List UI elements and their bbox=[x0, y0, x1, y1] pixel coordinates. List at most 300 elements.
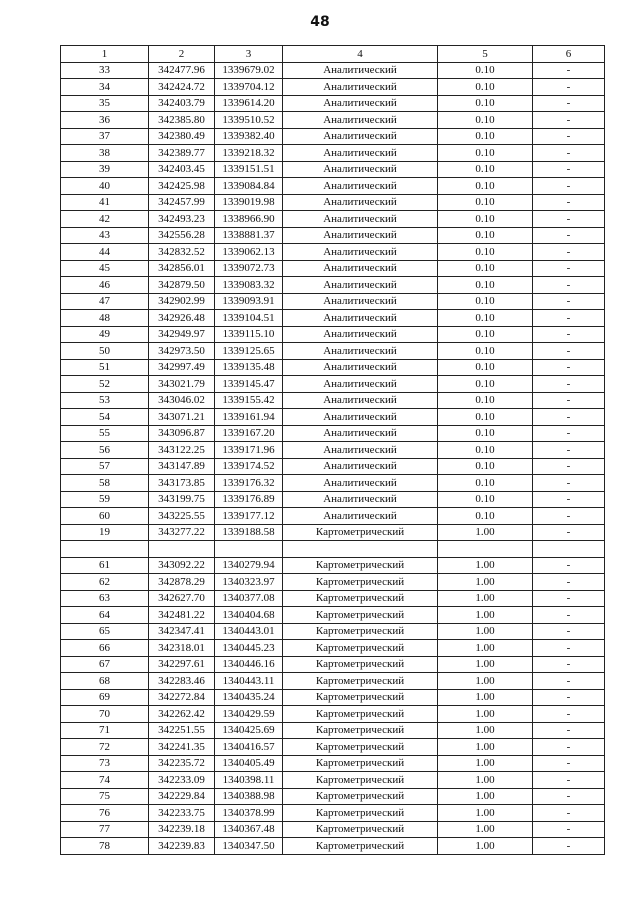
point-number-cell: 48 bbox=[61, 310, 149, 327]
point-number-cell: 37 bbox=[61, 128, 149, 145]
method-cell: Аналитический bbox=[283, 244, 438, 261]
x-coordinate-cell: 342481.22 bbox=[149, 607, 215, 624]
x-coordinate-cell: 343225.55 bbox=[149, 508, 215, 525]
accuracy-cell: 1.00 bbox=[438, 574, 533, 591]
accuracy-cell: 1.00 bbox=[438, 607, 533, 624]
table-row bbox=[61, 491, 605, 508]
method-cell: Картометрический bbox=[283, 673, 438, 690]
method-cell: Картометрический bbox=[283, 838, 438, 855]
point-number-cell: 59 bbox=[61, 491, 149, 508]
method-cell: Аналитический bbox=[283, 475, 438, 492]
note-cell: - bbox=[533, 112, 605, 129]
note-cell: - bbox=[533, 161, 605, 178]
accuracy-cell: 0.10 bbox=[438, 194, 533, 211]
point-number-cell: 73 bbox=[61, 755, 149, 772]
y-coordinate-cell: 1339679.02 bbox=[215, 62, 283, 79]
column-header-1: 1 bbox=[61, 46, 149, 63]
point-number-cell: 64 bbox=[61, 607, 149, 624]
x-coordinate-cell: 342997.49 bbox=[149, 359, 215, 376]
x-coordinate-cell: 342949.97 bbox=[149, 326, 215, 343]
point-number-cell: 56 bbox=[61, 442, 149, 459]
point-number-cell: 66 bbox=[61, 640, 149, 657]
note-cell: - bbox=[533, 62, 605, 79]
method-cell: Картометрический bbox=[283, 788, 438, 805]
accuracy-cell: 1.00 bbox=[438, 805, 533, 822]
note-cell: - bbox=[533, 376, 605, 393]
accuracy-cell: 0.10 bbox=[438, 475, 533, 492]
table-row bbox=[61, 310, 605, 327]
note-cell: - bbox=[533, 640, 605, 657]
method-cell: Картометрический bbox=[283, 623, 438, 640]
note-cell: - bbox=[533, 491, 605, 508]
y-coordinate-cell: 1339510.52 bbox=[215, 112, 283, 129]
x-coordinate-cell: 342878.29 bbox=[149, 574, 215, 591]
point-number-cell: 75 bbox=[61, 788, 149, 805]
table-row bbox=[61, 161, 605, 178]
accuracy-cell: 0.10 bbox=[438, 62, 533, 79]
point-number-cell: 34 bbox=[61, 79, 149, 96]
point-number-cell: 45 bbox=[61, 260, 149, 277]
note-cell: - bbox=[533, 805, 605, 822]
note-cell: - bbox=[533, 227, 605, 244]
point-number-cell: 38 bbox=[61, 145, 149, 162]
y-coordinate-cell: 1339174.52 bbox=[215, 458, 283, 475]
accuracy-cell: 1.00 bbox=[438, 524, 533, 541]
point-number-cell: 49 bbox=[61, 326, 149, 343]
table-row bbox=[61, 821, 605, 838]
x-coordinate-cell: 342233.75 bbox=[149, 805, 215, 822]
table-row bbox=[61, 755, 605, 772]
point-number-cell: 68 bbox=[61, 673, 149, 690]
note-cell: - bbox=[533, 343, 605, 360]
method-cell: Аналитический bbox=[283, 508, 438, 525]
method-cell: Аналитический bbox=[283, 227, 438, 244]
table-row bbox=[61, 194, 605, 211]
point-number-cell: 78 bbox=[61, 838, 149, 855]
table-row bbox=[61, 623, 605, 640]
method-cell: Аналитический bbox=[283, 62, 438, 79]
accuracy-cell: 0.10 bbox=[438, 376, 533, 393]
y-coordinate-cell bbox=[215, 541, 283, 558]
point-number-cell: 36 bbox=[61, 112, 149, 129]
table-row bbox=[61, 458, 605, 475]
method-cell: Аналитический bbox=[283, 194, 438, 211]
accuracy-cell: 0.10 bbox=[438, 178, 533, 195]
point-number-cell: 72 bbox=[61, 739, 149, 756]
method-cell: Аналитический bbox=[283, 458, 438, 475]
note-cell: - bbox=[533, 310, 605, 327]
method-cell: Аналитический bbox=[283, 326, 438, 343]
method-cell: Аналитический bbox=[283, 425, 438, 442]
accuracy-cell: 0.10 bbox=[438, 79, 533, 96]
accuracy-cell: 1.00 bbox=[438, 755, 533, 772]
point-number-cell: 46 bbox=[61, 277, 149, 294]
method-cell: Аналитический bbox=[283, 161, 438, 178]
note-cell: - bbox=[533, 95, 605, 112]
point-number-cell: 65 bbox=[61, 623, 149, 640]
y-coordinate-cell: 1340378.99 bbox=[215, 805, 283, 822]
point-number-cell: 47 bbox=[61, 293, 149, 310]
table-row bbox=[61, 673, 605, 690]
note-cell: - bbox=[533, 425, 605, 442]
table-row bbox=[61, 557, 605, 574]
table-row bbox=[61, 359, 605, 376]
x-coordinate-cell: 343277.22 bbox=[149, 524, 215, 541]
y-coordinate-cell: 1340425.69 bbox=[215, 722, 283, 739]
method-cell: Аналитический bbox=[283, 376, 438, 393]
note-cell: - bbox=[533, 755, 605, 772]
table-row bbox=[61, 260, 605, 277]
note-cell: - bbox=[533, 458, 605, 475]
accuracy-cell bbox=[438, 541, 533, 558]
x-coordinate-cell: 342389.77 bbox=[149, 145, 215, 162]
x-coordinate-cell: 342493.23 bbox=[149, 211, 215, 228]
x-coordinate-cell: 343122.25 bbox=[149, 442, 215, 459]
note-cell: - bbox=[533, 260, 605, 277]
note-cell: - bbox=[533, 508, 605, 525]
x-coordinate-cell: 342318.01 bbox=[149, 640, 215, 657]
y-coordinate-cell: 1339176.89 bbox=[215, 491, 283, 508]
table-row bbox=[61, 524, 605, 541]
y-coordinate-cell: 1339177.12 bbox=[215, 508, 283, 525]
note-cell: - bbox=[533, 211, 605, 228]
point-number-cell: 61 bbox=[61, 557, 149, 574]
method-cell: Картометрический bbox=[283, 557, 438, 574]
note-cell: - bbox=[533, 722, 605, 739]
table-row bbox=[61, 772, 605, 789]
x-coordinate-cell: 342425.98 bbox=[149, 178, 215, 195]
x-coordinate-cell: 343046.02 bbox=[149, 392, 215, 409]
note-cell: - bbox=[533, 788, 605, 805]
method-cell: Картометрический bbox=[283, 722, 438, 739]
point-number-cell: 62 bbox=[61, 574, 149, 591]
note-cell: - bbox=[533, 673, 605, 690]
point-number-cell: 77 bbox=[61, 821, 149, 838]
accuracy-cell: 0.10 bbox=[438, 211, 533, 228]
x-coordinate-cell: 342385.80 bbox=[149, 112, 215, 129]
y-coordinate-cell: 1339062.13 bbox=[215, 244, 283, 261]
table-row bbox=[61, 145, 605, 162]
table-row bbox=[61, 62, 605, 79]
note-cell: - bbox=[533, 244, 605, 261]
y-coordinate-cell: 1338881.37 bbox=[215, 227, 283, 244]
x-coordinate-cell: 342229.84 bbox=[149, 788, 215, 805]
table-header-row bbox=[61, 46, 605, 63]
method-cell: Аналитический bbox=[283, 343, 438, 360]
x-coordinate-cell: 342241.35 bbox=[149, 739, 215, 756]
accuracy-cell: 0.10 bbox=[438, 310, 533, 327]
y-coordinate-cell: 1340279.94 bbox=[215, 557, 283, 574]
table-row bbox=[61, 442, 605, 459]
method-cell: Картометрический bbox=[283, 755, 438, 772]
accuracy-cell: 1.00 bbox=[438, 673, 533, 690]
method-cell: Картометрический bbox=[283, 574, 438, 591]
point-number-cell: 52 bbox=[61, 376, 149, 393]
table-row bbox=[61, 376, 605, 393]
note-cell: - bbox=[533, 706, 605, 723]
y-coordinate-cell: 1340404.68 bbox=[215, 607, 283, 624]
accuracy-cell: 0.10 bbox=[438, 326, 533, 343]
x-coordinate-cell: 342424.72 bbox=[149, 79, 215, 96]
accuracy-cell: 0.10 bbox=[438, 458, 533, 475]
y-coordinate-cell: 1339093.91 bbox=[215, 293, 283, 310]
point-number-cell: 74 bbox=[61, 772, 149, 789]
note-cell bbox=[533, 541, 605, 558]
x-coordinate-cell: 343021.79 bbox=[149, 376, 215, 393]
table-row bbox=[61, 689, 605, 706]
method-cell: Аналитический bbox=[283, 409, 438, 426]
table-row bbox=[61, 95, 605, 112]
note-cell: - bbox=[533, 656, 605, 673]
table-row bbox=[61, 326, 605, 343]
method-cell: Картометрический bbox=[283, 739, 438, 756]
accuracy-cell: 0.10 bbox=[438, 277, 533, 294]
accuracy-cell: 0.10 bbox=[438, 491, 533, 508]
y-coordinate-cell: 1338966.90 bbox=[215, 211, 283, 228]
x-coordinate-cell: 342235.72 bbox=[149, 755, 215, 772]
y-coordinate-cell: 1340367.48 bbox=[215, 821, 283, 838]
x-coordinate-cell: 342832.52 bbox=[149, 244, 215, 261]
accuracy-cell: 0.10 bbox=[438, 359, 533, 376]
table-row bbox=[61, 541, 605, 558]
table-row bbox=[61, 590, 605, 607]
method-cell: Аналитический bbox=[283, 310, 438, 327]
point-number-cell bbox=[61, 541, 149, 558]
method-cell: Аналитический bbox=[283, 112, 438, 129]
note-cell: - bbox=[533, 623, 605, 640]
coordinates-table bbox=[60, 45, 605, 855]
y-coordinate-cell: 1339218.32 bbox=[215, 145, 283, 162]
point-number-cell: 60 bbox=[61, 508, 149, 525]
note-cell: - bbox=[533, 821, 605, 838]
note-cell: - bbox=[533, 277, 605, 294]
table-row bbox=[61, 838, 605, 855]
y-coordinate-cell: 1340416.57 bbox=[215, 739, 283, 756]
accuracy-cell: 1.00 bbox=[438, 772, 533, 789]
table-row bbox=[61, 788, 605, 805]
y-coordinate-cell: 1340435.24 bbox=[215, 689, 283, 706]
x-coordinate-cell: 342856.01 bbox=[149, 260, 215, 277]
x-coordinate-cell: 342239.18 bbox=[149, 821, 215, 838]
point-number-cell: 76 bbox=[61, 805, 149, 822]
x-coordinate-cell: 343071.21 bbox=[149, 409, 215, 426]
note-cell: - bbox=[533, 79, 605, 96]
method-cell: Аналитический bbox=[283, 442, 438, 459]
note-cell: - bbox=[533, 607, 605, 624]
note-cell: - bbox=[533, 194, 605, 211]
x-coordinate-cell: 342973.50 bbox=[149, 343, 215, 360]
point-number-cell: 70 bbox=[61, 706, 149, 723]
x-coordinate-cell: 342879.50 bbox=[149, 277, 215, 294]
accuracy-cell: 0.10 bbox=[438, 128, 533, 145]
note-cell: - bbox=[533, 772, 605, 789]
table-row bbox=[61, 277, 605, 294]
table-row bbox=[61, 607, 605, 624]
note-cell: - bbox=[533, 590, 605, 607]
y-coordinate-cell: 1339614.20 bbox=[215, 95, 283, 112]
y-coordinate-cell: 1339083.32 bbox=[215, 277, 283, 294]
accuracy-cell: 0.10 bbox=[438, 145, 533, 162]
x-coordinate-cell: 342262.42 bbox=[149, 706, 215, 723]
table-row bbox=[61, 475, 605, 492]
table-row bbox=[61, 425, 605, 442]
x-coordinate-cell: 342403.79 bbox=[149, 95, 215, 112]
note-cell: - bbox=[533, 293, 605, 310]
point-number-cell: 58 bbox=[61, 475, 149, 492]
x-coordinate-cell: 342283.46 bbox=[149, 673, 215, 690]
x-coordinate-cell: 342477.96 bbox=[149, 62, 215, 79]
point-number-cell: 57 bbox=[61, 458, 149, 475]
table-row bbox=[61, 722, 605, 739]
method-cell: Аналитический bbox=[283, 79, 438, 96]
point-number-cell: 55 bbox=[61, 425, 149, 442]
point-number-cell: 44 bbox=[61, 244, 149, 261]
y-coordinate-cell: 1340377.08 bbox=[215, 590, 283, 607]
y-coordinate-cell: 1339176.32 bbox=[215, 475, 283, 492]
table-row bbox=[61, 293, 605, 310]
method-cell: Аналитический bbox=[283, 392, 438, 409]
y-coordinate-cell: 1340388.98 bbox=[215, 788, 283, 805]
note-cell: - bbox=[533, 838, 605, 855]
table-row bbox=[61, 508, 605, 525]
note-cell: - bbox=[533, 359, 605, 376]
point-number-cell: 63 bbox=[61, 590, 149, 607]
y-coordinate-cell: 1339161.94 bbox=[215, 409, 283, 426]
point-number-cell: 40 bbox=[61, 178, 149, 195]
y-coordinate-cell: 1339704.12 bbox=[215, 79, 283, 96]
accuracy-cell: 0.10 bbox=[438, 227, 533, 244]
x-coordinate-cell: 342457.99 bbox=[149, 194, 215, 211]
y-coordinate-cell: 1340347.50 bbox=[215, 838, 283, 855]
note-cell: - bbox=[533, 475, 605, 492]
note-cell: - bbox=[533, 128, 605, 145]
y-coordinate-cell: 1339382.40 bbox=[215, 128, 283, 145]
point-number-cell: 71 bbox=[61, 722, 149, 739]
accuracy-cell: 0.10 bbox=[438, 508, 533, 525]
x-coordinate-cell: 343199.75 bbox=[149, 491, 215, 508]
table-row bbox=[61, 244, 605, 261]
x-coordinate-cell: 342347.41 bbox=[149, 623, 215, 640]
accuracy-cell: 0.10 bbox=[438, 161, 533, 178]
accuracy-cell: 1.00 bbox=[438, 557, 533, 574]
note-cell: - bbox=[533, 442, 605, 459]
x-coordinate-cell: 342272.84 bbox=[149, 689, 215, 706]
y-coordinate-cell: 1339019.98 bbox=[215, 194, 283, 211]
table-row bbox=[61, 574, 605, 591]
accuracy-cell: 0.10 bbox=[438, 260, 533, 277]
note-cell: - bbox=[533, 574, 605, 591]
x-coordinate-cell: 342251.55 bbox=[149, 722, 215, 739]
method-cell: Аналитический bbox=[283, 260, 438, 277]
y-coordinate-cell: 1340445.23 bbox=[215, 640, 283, 657]
accuracy-cell: 0.10 bbox=[438, 425, 533, 442]
table-row bbox=[61, 409, 605, 426]
x-coordinate-cell: 342297.61 bbox=[149, 656, 215, 673]
accuracy-cell: 0.10 bbox=[438, 392, 533, 409]
point-number-cell: 43 bbox=[61, 227, 149, 244]
y-coordinate-cell: 1340443.11 bbox=[215, 673, 283, 690]
accuracy-cell: 1.00 bbox=[438, 590, 533, 607]
point-number-cell: 54 bbox=[61, 409, 149, 426]
point-number-cell: 41 bbox=[61, 194, 149, 211]
method-cell: Аналитический bbox=[283, 145, 438, 162]
method-cell: Картометрический bbox=[283, 524, 438, 541]
accuracy-cell: 1.00 bbox=[438, 739, 533, 756]
note-cell: - bbox=[533, 524, 605, 541]
method-cell: Аналитический bbox=[283, 211, 438, 228]
table-row bbox=[61, 128, 605, 145]
note-cell: - bbox=[533, 145, 605, 162]
note-cell: - bbox=[533, 557, 605, 574]
method-cell: Картометрический bbox=[283, 689, 438, 706]
y-coordinate-cell: 1340446.16 bbox=[215, 656, 283, 673]
method-cell: Картометрический bbox=[283, 607, 438, 624]
table-row bbox=[61, 706, 605, 723]
method-cell: Аналитический bbox=[283, 277, 438, 294]
y-coordinate-cell: 1340443.01 bbox=[215, 623, 283, 640]
method-cell: Аналитический bbox=[283, 128, 438, 145]
point-number-cell: 67 bbox=[61, 656, 149, 673]
accuracy-cell: 0.10 bbox=[438, 95, 533, 112]
y-coordinate-cell: 1339072.73 bbox=[215, 260, 283, 277]
table-row bbox=[61, 640, 605, 657]
x-coordinate-cell: 342627.70 bbox=[149, 590, 215, 607]
table-row bbox=[61, 739, 605, 756]
y-coordinate-cell: 1340398.11 bbox=[215, 772, 283, 789]
note-cell: - bbox=[533, 409, 605, 426]
point-number-cell: 53 bbox=[61, 392, 149, 409]
y-coordinate-cell: 1339115.10 bbox=[215, 326, 283, 343]
accuracy-cell: 1.00 bbox=[438, 689, 533, 706]
accuracy-cell: 1.00 bbox=[438, 838, 533, 855]
y-coordinate-cell: 1339135.48 bbox=[215, 359, 283, 376]
x-coordinate-cell: 342926.48 bbox=[149, 310, 215, 327]
method-cell: Картометрический bbox=[283, 706, 438, 723]
x-coordinate-cell: 343096.87 bbox=[149, 425, 215, 442]
x-coordinate-cell: 343092.22 bbox=[149, 557, 215, 574]
y-coordinate-cell: 1339155.42 bbox=[215, 392, 283, 409]
method-cell: Картометрический bbox=[283, 772, 438, 789]
x-coordinate-cell: 343173.85 bbox=[149, 475, 215, 492]
method-cell: Аналитический bbox=[283, 178, 438, 195]
x-coordinate-cell: 342902.99 bbox=[149, 293, 215, 310]
accuracy-cell: 0.10 bbox=[438, 244, 533, 261]
point-number-cell: 50 bbox=[61, 343, 149, 360]
y-coordinate-cell: 1339151.51 bbox=[215, 161, 283, 178]
y-coordinate-cell: 1339167.20 bbox=[215, 425, 283, 442]
point-number-cell: 39 bbox=[61, 161, 149, 178]
method-cell: Аналитический bbox=[283, 359, 438, 376]
x-coordinate-cell: 342233.09 bbox=[149, 772, 215, 789]
y-coordinate-cell: 1339188.58 bbox=[215, 524, 283, 541]
y-coordinate-cell: 1340323.97 bbox=[215, 574, 283, 591]
accuracy-cell: 1.00 bbox=[438, 640, 533, 657]
table-row bbox=[61, 79, 605, 96]
note-cell: - bbox=[533, 326, 605, 343]
accuracy-cell: 1.00 bbox=[438, 706, 533, 723]
column-header-2: 2 bbox=[149, 46, 215, 63]
y-coordinate-cell: 1339104.51 bbox=[215, 310, 283, 327]
note-cell: - bbox=[533, 689, 605, 706]
method-cell bbox=[283, 541, 438, 558]
accuracy-cell: 1.00 bbox=[438, 623, 533, 640]
accuracy-cell: 0.10 bbox=[438, 293, 533, 310]
method-cell: Картометрический bbox=[283, 656, 438, 673]
method-cell: Картометрический bbox=[283, 640, 438, 657]
note-cell: - bbox=[533, 739, 605, 756]
accuracy-cell: 0.10 bbox=[438, 442, 533, 459]
page-number: 48 bbox=[310, 14, 330, 30]
